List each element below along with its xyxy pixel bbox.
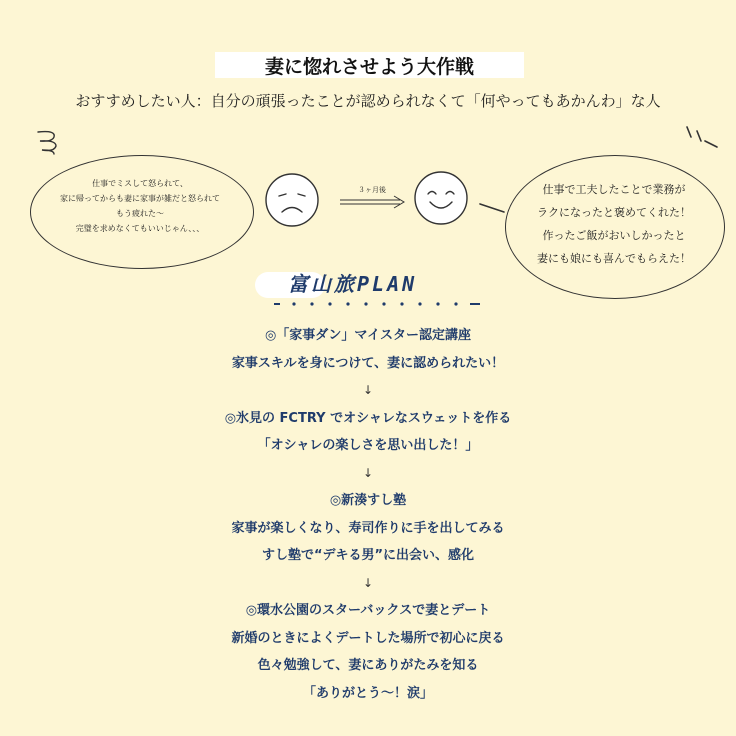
plan-item-detail: 新婚のときによくデートした場所で初心に戻る bbox=[231, 630, 505, 646]
right-bubble-line: ラクになったと褒めてくれた！ bbox=[537, 206, 691, 219]
down-arrow-icon: ↓ bbox=[362, 465, 374, 480]
plan-item-heading: ◎「家事ダン」マイスター認定講座 bbox=[264, 328, 472, 343]
down-arrow-icon: ↓ bbox=[362, 383, 374, 397]
down-arrow-icon: ↓ bbox=[362, 575, 374, 590]
rays-icon bbox=[683, 125, 723, 155]
plan-item-heading: ◎新湊すし塾 bbox=[329, 493, 407, 508]
plan-item-detail: 色々勉強して、妻にありがたみを知る bbox=[257, 658, 479, 673]
plan-item-detail: すし塾で“デキる男”に出会い、感化 bbox=[261, 548, 475, 563]
plan-item-detail: 家事スキルを身につけて、妻に認められたい！ bbox=[231, 355, 505, 371]
logo-dotted-line bbox=[270, 300, 485, 308]
left-bubble-line: 仕事でミスして怒られて、 bbox=[92, 179, 188, 188]
right-bubble-line: 作ったご飯がおいしかったと bbox=[542, 229, 686, 242]
page-subtitle: おすすめしたい人：自分の頑張ったことが認められなくて「何やってもあかんわ」な人 bbox=[75, 92, 661, 110]
right-bubble-text bbox=[515, 178, 713, 270]
sad-face-icon bbox=[264, 172, 320, 228]
arrow-icon bbox=[338, 195, 406, 209]
logo-text: 富山旅PLAN bbox=[288, 272, 418, 296]
right-bubble-line: 仕事で工夫したことで業務が bbox=[542, 183, 686, 196]
swirl-icon bbox=[34, 128, 74, 158]
left-bubble-line: もう疲れた〜 bbox=[116, 209, 164, 218]
left-bubble-line: 家に帰ってからも妻に家事が雑だと怒られて bbox=[60, 194, 220, 203]
plan-item-detail: 「オシャレの楽しさを思い出した！」 bbox=[257, 438, 479, 453]
plan-item-heading: ◎氷見の FCTRY でオシャレなスウェットを作る bbox=[224, 410, 512, 426]
page-title: 妻に惚れさせよう大作戦 bbox=[215, 52, 524, 78]
plan-item-detail: 家事が楽しくなり、寿司作りに手を出してみる bbox=[231, 520, 505, 536]
plan-item-heading: ◎環水公園のスターバックスで妻とデート bbox=[245, 603, 491, 618]
happy-face-icon bbox=[413, 170, 469, 226]
arrow-label: ３ヶ月後 bbox=[358, 186, 386, 194]
right-bubble-line: 妻にも娘にも喜んでもらえた！ bbox=[537, 252, 691, 265]
plan-item-detail: 「ありがとう〜！涙」 bbox=[302, 685, 433, 701]
left-bubble-text bbox=[40, 176, 240, 236]
left-bubble-line: 完璧を求めなくてもいいじゃん、、、 bbox=[75, 224, 205, 233]
plan-list bbox=[0, 322, 736, 707]
bubble-pointer-line bbox=[478, 200, 508, 216]
